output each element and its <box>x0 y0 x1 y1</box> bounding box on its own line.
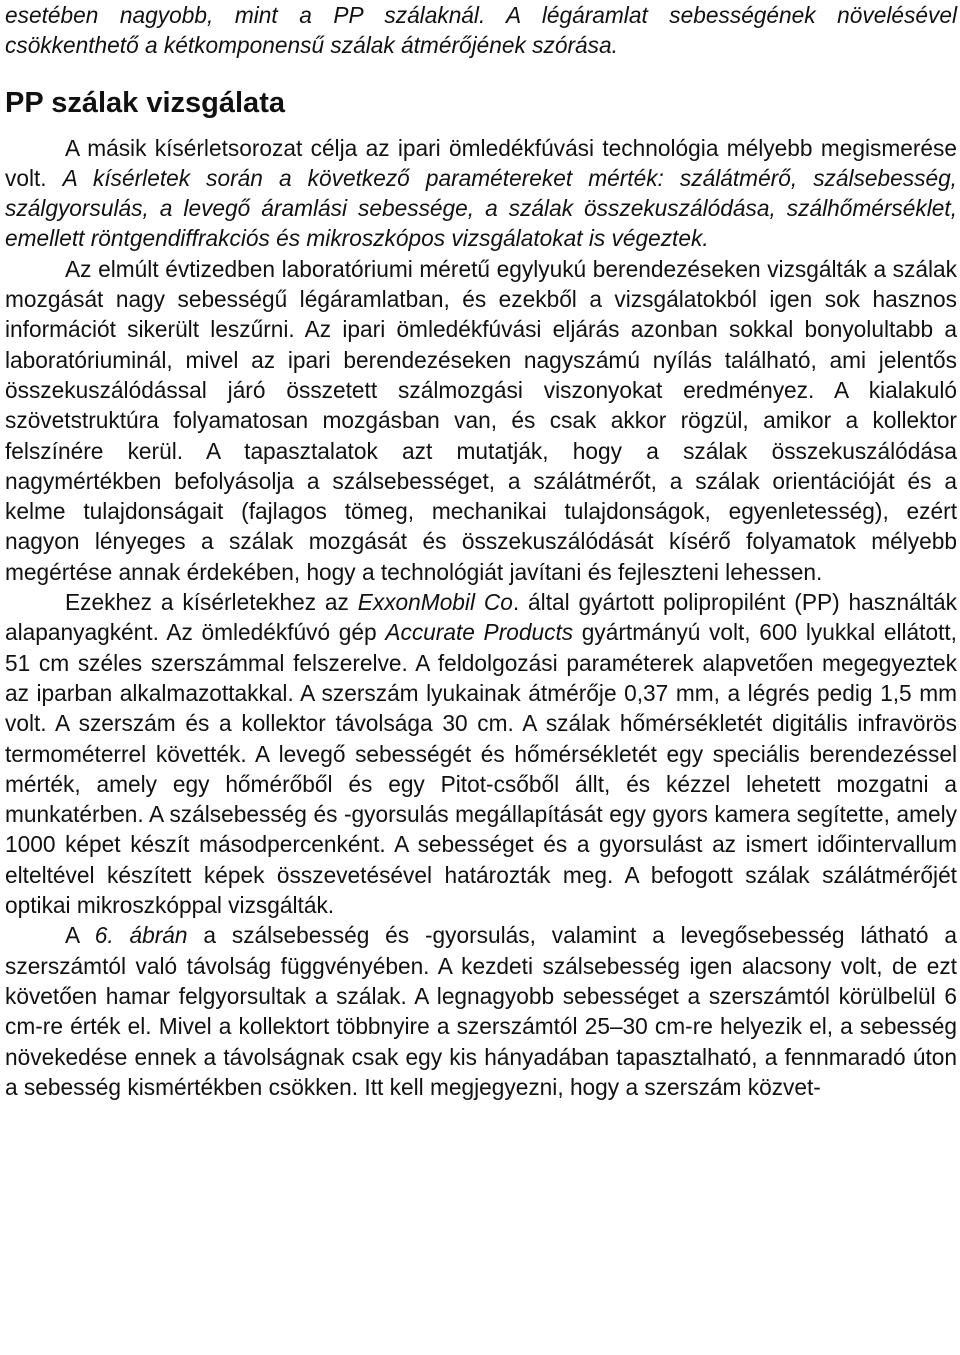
paragraph-objective-text: A másik kísérletsorozat célja az ipari ömledékfúvási technológia mélyebb megismerése volt. <box>5 134 957 191</box>
paragraph-results <box>5 920 957 1102</box>
paragraph-objective-parameters: A kísérletek során a következő paramétereket mérték: szálátmérő, szálsebesség, szálgyorsulás, a levegő áramlási sebessége, a szálak összekuszálódása, szálhőmérséklet, emellett röntgendiffrakciós és mikroszkópos vizsgálatokat is végeztek. <box>5 164 957 252</box>
document-page <box>5 0 957 1102</box>
intro-paragraph: esetében nagyobb, mint a PP szálaknál. A légáramlat sebességének növelésével csökkenthető a kétkomponensű szálak átmérőjének szórása. <box>5 2 957 59</box>
paragraph-materials-text-a: Ezekhez a kísérletekhez az <box>65 589 358 616</box>
figure-reference: 6. ábrán <box>94 922 188 949</box>
paragraph-objective <box>5 133 957 254</box>
machine-name: Accurate Products <box>385 619 574 646</box>
paragraph-materials-text-b: . által gyártott polipropilént (PP) használták alapanyagként. Az ömledékfúvó gép <box>5 589 957 646</box>
paragraph-materials <box>5 587 957 920</box>
section-heading: PP szálak vizsgálata <box>5 86 285 119</box>
paragraph-results-text-a: A <box>65 922 95 949</box>
paragraph-results-text-b: a szálsebesség és -gyorsulás, valamint a levegősebesség látható a szerszámtól való távolság függvényében. A kezdeti szálsebesség igen alacsony volt, de ezt követően hamar felgyorsultak a szálak. A legnagyobb sebességet a szerszámtól körülbelül 6 cm-re érték el. Mivel a kollektort többnyire a szerszámtól 25–30 cm-re helyezik el, a sebesség növekedése ennek a távolságnak csak egy kis hányadában tapasztalható, a fennmaradó úton a sebesség kismértékben csökken. Itt kell megjegyezni, hogy a szerszám közvet- <box>5 922 957 1100</box>
company-name: ExxonMobil Co <box>357 589 513 616</box>
paragraph-materials-text-c: gyártmányú volt, 600 lyukkal ellátott, 51 cm széles szerszámmal felszerelve. A feldolgozási paraméterek alapvetően megegyeztek az iparban alkalmazottakkal. A szerszám lyukainak átmérője 0,37 mm, a légrés pedig 1,5 mm volt. A szerszám és a kollektor távolsága 30 cm. A szálak hőmérsékletét digitális infravörös termométerrel követték. A levegő sebességét és hőmérsékletét egy speciális berendezéssel mérték, amely egy hőmérőből és egy Pitot-csőből állt, és kézzel lehetett mozgatni a munkatérben. A szálsebesség és -gyorsulás megállapítását egy gyors kamera segítette, amely 1000 képet készít másodpercenként. A sebességet és a gyorsulást az ismert időintervallum elteltével készített képek összevetésével határozták meg. A befogott szálak szálátmérőjét optikai mikroszkóppal vizsgálták. <box>5 619 957 919</box>
paragraph-background: Az elmúlt évtizedben laboratóriumi méretű egylyukú berendezéseken vizsgálták a szálak mozgását nagy sebességű légáramlatban, és ezekből a vizsgálatokból igen sok hasznos információt sikerült leszűrni. Az ipari ömledékfúvási eljárás azonban sokkal bonyolultabb a laboratóriuminál, mivel az ipari berendezéseken nagyszámú nyílás található, ami jelentős összekuszálódással járó összetett szálmozgási viszonyokat eredményez. A kialakuló szövetstruktúra folyamatosan mozgásban van, és csak akkor rögzül, amikor a kollektor felszínére kerül. A tapasztalatok azt mutatják, hogy a szálak összekuszálódása nagymértékben befolyásolja a szálsebességet, a szálátmérőt, a szálak orientációját és a kelme tulajdonságait (fajlagos tömeg, mechanikai tulajdonságok, egyenletesség), ezért nagyon lényeges a szálak mozgását és összekuszálódását kísérő folyamatok mélyebb megértése annak érdekében, hogy a technológiát javítani és fejleszteni lehessen. <box>5 255 957 585</box>
